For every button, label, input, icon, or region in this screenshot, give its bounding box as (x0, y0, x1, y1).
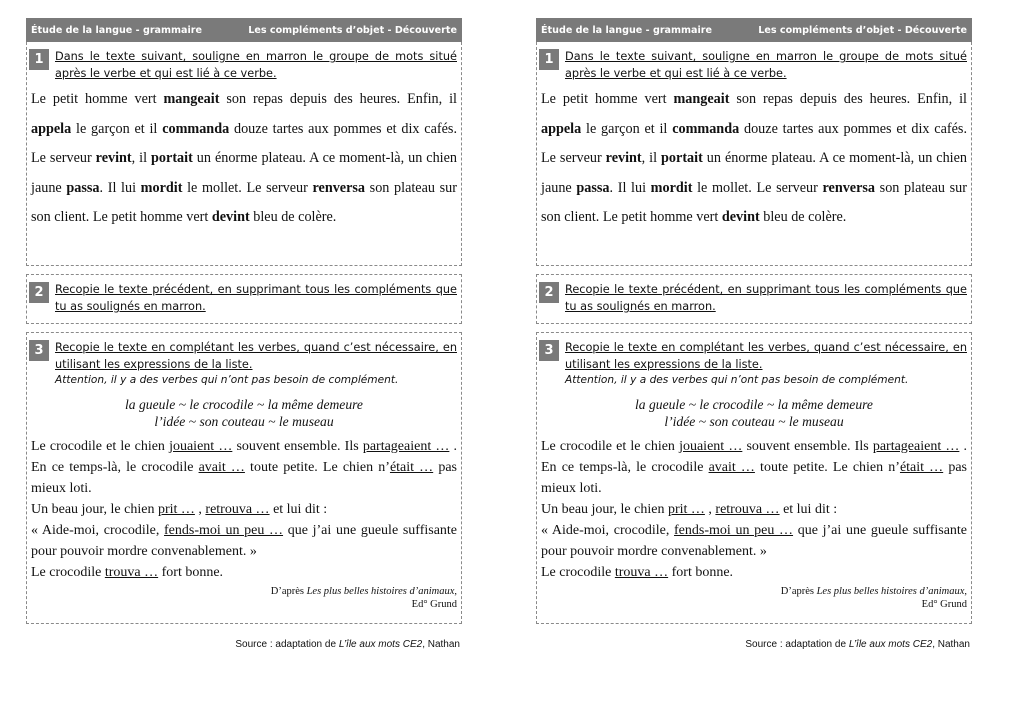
exercise-number: 3 (539, 340, 559, 361)
exercise-instruction: Dans le texte suivant, souligne en marron le groupe de mots situé après le verbe et qui est lié à ce verbe. (55, 50, 457, 80)
paragraph: Le crocodile trouva … fort bonne. (31, 565, 224, 580)
exercise-1 (26, 42, 462, 266)
header-subject: Étude de la langue - grammaire (31, 24, 203, 36)
exercise-number: 1 (539, 49, 559, 70)
exercise-number: 1 (29, 49, 49, 70)
paragraph: Un beau jour, le chien prit … , retrouva … et lui dit : (541, 502, 838, 517)
word-list-line-1: la gueule ~ le crocodile ~ la même demeure (125, 397, 363, 412)
header-topic: Les compléments d’objet - Découverte (248, 24, 457, 36)
exercise-3 (536, 332, 972, 624)
word-list (541, 396, 967, 430)
paragraph: Un beau jour, le chien prit … , retrouva … et lui dit : (31, 502, 328, 517)
exercise-instruction: Dans le texte suivant, souligne en marron le groupe de mots situé après le verbe et qui est lié à ce verbe. (565, 50, 967, 80)
word-list (31, 396, 457, 430)
exercise-attention: Attention, il y a des verbes qui n’ont pas besoin de complément. (55, 374, 399, 386)
exercise-number: 2 (539, 282, 559, 303)
exercise-2 (536, 274, 972, 324)
exercise-2 (26, 274, 462, 324)
paragraph: Le crocodile et le chien jouaient … souvent ensemble. Ils partageaient … . En ce temps-là, le crocodile avait … toute petite. Le chien n’était … pas mieux loti. (541, 439, 967, 496)
exercise-number: 2 (29, 282, 49, 303)
exercise-text: Le petit homme vert mangeait son repas depuis des heures. Enfin, il appela le garçon et il commanda douze tartes aux pommes et dix cafés. Le serveur revint, il portait un énorme plateau. A ce moment-là, un chien jaune passa. Il lui mordit le mollet. Le serveur renversa son plateau sur son client. Le petit homme vert devint bleu de colère. (541, 91, 967, 226)
word-list-line-2: l’idée ~ son couteau ~ le museau (664, 414, 844, 429)
paragraph: Le crocodile et le chien jouaient … souvent ensemble. Ils partageaient … . En ce temps-là, le crocodile avait … toute petite. Le chien n’était … pas mieux loti. (31, 439, 457, 496)
exercise-text: Le petit homme vert mangeait son repas depuis des heures. Enfin, il appela le garçon et il commanda douze tartes aux pommes et dix cafés. Le serveur revint, il portait un énorme plateau. A ce moment-là, un chien jaune passa. Il lui mordit le mollet. Le serveur renversa son plateau sur son client. Le petit homme vert devint bleu de colère. (31, 91, 457, 226)
exercise-instruction: Recopie le texte en complétant les verbes, quand c’est nécessaire, en utilisant les expressions de la liste. (565, 341, 967, 371)
word-list-line-2: l’idée ~ son couteau ~ le museau (154, 414, 334, 429)
exercise-attention: Attention, il y a des verbes qui n’ont pas besoin de complément. (565, 374, 909, 386)
text-credit: D’après Les plus belles histoires d’animaux, Ed° Grund (270, 586, 457, 610)
header-topic: Les compléments d’objet - Découverte (758, 24, 967, 36)
text-credit: D’après Les plus belles histoires d’animaux, Ed° Grund (780, 586, 967, 610)
source-note: Source : adaptation de L’île aux mots CE2, Nathan (745, 639, 970, 650)
worksheet-left (26, 18, 462, 650)
word-list-line-1: la gueule ~ le crocodile ~ la même demeure (635, 397, 873, 412)
exercise-text (31, 436, 457, 583)
exercise-3 (26, 332, 462, 624)
exercise-instruction: Recopie le texte précédent, en supprimant tous les compléments que tu as soulignés en marron. (565, 283, 967, 313)
worksheet-header (536, 18, 972, 42)
exercise-text (541, 436, 967, 583)
worksheet-right (536, 18, 972, 650)
exercise-instruction: Recopie le texte en complétant les verbes, quand c’est nécessaire, en utilisant les expressions de la liste. (55, 341, 457, 371)
paragraph: « Aide-moi, crocodile, fends-moi un peu … que j’ai une gueule suffisante pour pouvoir mordre convenablement. » (541, 523, 968, 559)
header-subject: Étude de la langue - grammaire (541, 24, 713, 36)
exercise-instruction: Recopie le texte précédent, en supprimant tous les compléments que tu as soulignés en marron. (55, 283, 457, 313)
paragraph: Le crocodile trouva … fort bonne. (541, 565, 734, 580)
worksheet-header (26, 18, 462, 42)
paragraph: « Aide-moi, crocodile, fends-moi un peu … que j’ai une gueule suffisante pour pouvoir mordre convenablement. » (31, 523, 458, 559)
source-note: Source : adaptation de L’île aux mots CE2, Nathan (235, 639, 460, 650)
exercise-number: 3 (29, 340, 49, 361)
exercise-1 (536, 42, 972, 266)
